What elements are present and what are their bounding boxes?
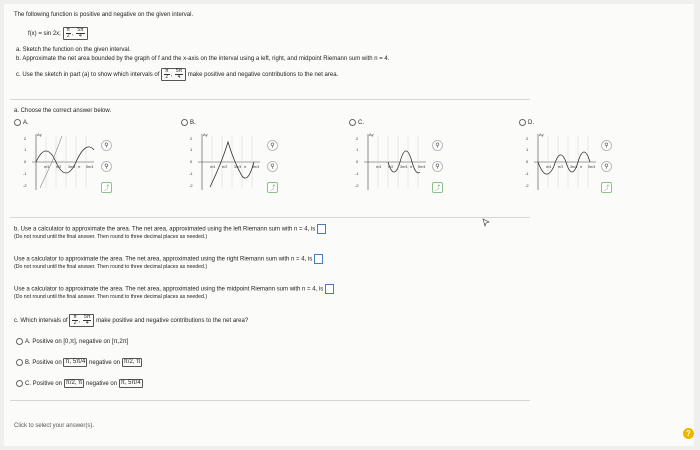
function-definition: f(x) = sin 2x; $\frac{\pi}{2}$ , $\frac{5\pi}{4}$	[28, 27, 88, 40]
svg-text:1: 1	[356, 147, 359, 152]
svg-text:-1: -1	[355, 171, 359, 176]
part-a-prompt: a. Choose the correct answer below.	[14, 108, 112, 114]
x-tick: π	[78, 165, 81, 169]
help-icon[interactable]: ?	[683, 428, 694, 439]
x-tick: 3π/4	[68, 165, 76, 169]
svg-text:π/4: π/4	[210, 165, 216, 169]
svg-text:π/4: π/4	[376, 165, 382, 169]
intro-text: The following function is positive and negative on the given interval.	[14, 12, 194, 18]
graph-option-b	[188, 132, 263, 192]
part-c-option-b[interactable]: B. Positive on π, 5π/4 negative on π/2, π	[16, 358, 142, 367]
zoom-in-icon[interactable]: ⚲	[101, 140, 112, 151]
svg-text:Ay: Ay	[203, 132, 208, 137]
svg-text:3π/4: 3π/4	[400, 165, 408, 169]
right-riemann-answer-input[interactable]	[314, 254, 323, 264]
rounding-note: (Do not round until the final answer. Then round to three decimal places as needed.)	[14, 264, 208, 270]
question-panel	[4, 4, 694, 446]
zoom-in-icon[interactable]: ⚲	[601, 140, 612, 151]
midpoint-riemann-question: Use a calculator to approximate the area. The net area, approximated using the midpoint Riemann sum with n = 4, is	[14, 284, 334, 294]
svg-text:-1: -1	[189, 171, 193, 176]
svg-text:-1: -1	[525, 171, 529, 176]
svg-text:5π/4: 5π/4	[418, 165, 426, 169]
option-c-radio[interactable]: C.	[349, 119, 364, 127]
option-b-radio[interactable]: B.	[181, 119, 196, 127]
svg-text:π/4: π/4	[546, 165, 552, 169]
external-link-icon[interactable]: ⤴	[267, 182, 278, 193]
external-link-icon[interactable]: ⤴	[601, 182, 612, 193]
option-d-radio[interactable]: D.	[519, 119, 534, 127]
x-tick: 5π/4	[86, 165, 94, 169]
select-answers-hint: Click to select your answer(s).	[14, 423, 95, 429]
part-c-option-c[interactable]: C. Positive on π/2, π negative on π, 5π/4	[16, 379, 143, 388]
external-link-icon[interactable]: ⤴	[432, 182, 443, 193]
part-c-instruction: c. Use the sketch in part (a) to show which intervals of $\frac{\pi}{2}$ , $\frac{5\pi}{4}$ make positive and negative contributions to the net area.	[16, 68, 339, 80]
graph-option-c	[354, 132, 429, 192]
svg-text:1: 1	[190, 147, 193, 152]
svg-text:-2: -2	[189, 183, 193, 188]
x-tick: π/2	[56, 165, 62, 169]
zoom-out-icon[interactable]: ⚲	[432, 161, 443, 172]
svg-text:-2: -2	[525, 183, 529, 188]
option-a-radio[interactable]: A.	[14, 119, 29, 127]
part-b-instruction: b. Approximate the net area bounded by the graph of f and the x-axis on the interval using a left, right, and midpoint Riemann sum with n = 4.	[16, 56, 390, 62]
right-riemann-question: Use a calculator to approximate the area. The net area, approximated using the right Riemann sum with n = 4, is	[14, 254, 323, 264]
interval-bracket: $\frac{\pi}{2}$ , $\frac{5\pi}{4}$	[63, 27, 88, 40]
y-tick: 2	[24, 136, 27, 141]
svg-text:Ay: Ay	[369, 132, 374, 137]
zoom-out-icon[interactable]: ⚲	[601, 161, 612, 172]
svg-text:2: 2	[190, 136, 193, 141]
svg-text:2: 2	[356, 136, 359, 141]
y-tick: -2	[23, 183, 27, 188]
rounding-note: (Do not round until the final answer. Then round to three decimal places as needed.)	[14, 234, 208, 240]
svg-text:0: 0	[190, 159, 193, 164]
left-riemann-answer-input[interactable]	[317, 224, 326, 234]
svg-text:π: π	[580, 165, 583, 169]
graph-option-a	[22, 132, 97, 192]
part-a-instruction: a. Sketch the function on the given interval.	[16, 47, 131, 53]
external-link-icon[interactable]: ⤴	[101, 182, 112, 193]
svg-text:0: 0	[356, 159, 359, 164]
svg-text:3π/4: 3π/4	[234, 165, 242, 169]
divider	[10, 217, 530, 218]
part-c-option-a[interactable]: A. Positive on [0,π], negative on [π,2π]	[16, 338, 128, 346]
y-axis-label: Ay	[37, 132, 42, 137]
divider	[10, 400, 530, 401]
svg-text:5π/4: 5π/4	[252, 165, 260, 169]
svg-text:π/2: π/2	[558, 165, 564, 169]
zoom-in-icon[interactable]: ⚲	[267, 140, 278, 151]
divider	[10, 99, 530, 100]
svg-text:Ay: Ay	[539, 132, 544, 137]
part-c-question: c. Which intervals of $\frac{\pi}{2}$ , $\frac{5\pi}{4}$ make positive and negative contributions to the net area?	[14, 314, 249, 326]
mouse-cursor-icon	[482, 218, 490, 227]
midpoint-riemann-answer-input[interactable]	[325, 284, 334, 294]
svg-text:π: π	[244, 165, 247, 169]
left-riemann-question: b. Use a calculator to approximate the area. The net area, approximated using the left Riemann sum with n = 4, is	[14, 224, 326, 234]
zoom-out-icon[interactable]: ⚲	[101, 161, 112, 172]
svg-text:5π/4: 5π/4	[588, 165, 596, 169]
rounding-note: (Do not round until the final answer. Then round to three decimal places as needed.)	[14, 294, 208, 300]
zoom-in-icon[interactable]: ⚲	[432, 140, 443, 151]
graph-option-d	[524, 132, 599, 192]
svg-text:2: 2	[526, 136, 529, 141]
svg-text:1: 1	[526, 147, 529, 152]
svg-text:-2: -2	[355, 183, 359, 188]
svg-text:π/2: π/2	[222, 165, 228, 169]
y-tick: 0	[24, 159, 27, 164]
zoom-out-icon[interactable]: ⚲	[267, 161, 278, 172]
y-tick: 1	[24, 147, 27, 152]
svg-text:3π/4: 3π/4	[570, 165, 578, 169]
x-tick: π/4	[44, 165, 50, 169]
svg-text:0: 0	[526, 159, 529, 164]
y-tick: -1	[23, 171, 27, 176]
svg-text:π/2: π/2	[388, 165, 394, 169]
svg-text:π: π	[410, 165, 413, 169]
